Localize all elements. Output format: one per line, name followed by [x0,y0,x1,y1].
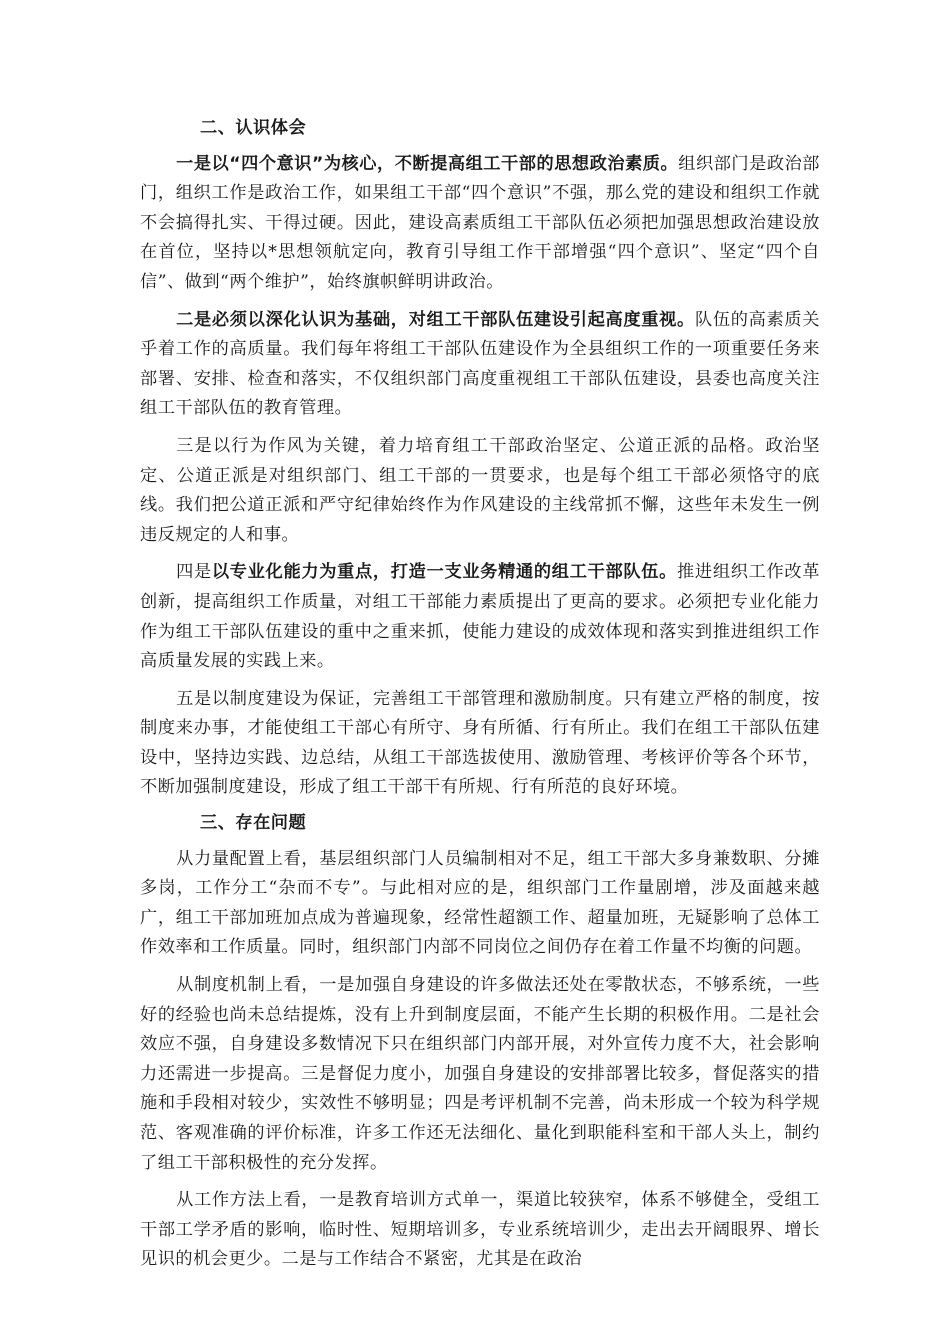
paragraph-3: 三是以行为作风为关键，着力培育组工干部政治坚定、公道正派的品格。政治坚定、公道正派是对组织部门、组工干部的一贯要求，也是每个组工干部必须恪守的底线。我们把公道正派和严守纪律始终作为作风建设的主线常抓不懈，这些年未发生一例违反规定的人和事。 [140,435,820,545]
paragraph-2 [140,306,820,424]
paragraph-5: 五是以制度建设为保证，完善组工干部管理和激励制度。只有建立严格的制度，按制度来办事，才能使组工干部心有所守、身有所循、行有所止。我们在组工干部队伍建设中，坚持边实践、边总结，从组工干部选拔使用、激励管理、考核评价等各个环节，不断加强制度建设，形成了组工干部干有所规、行有所范的良好环境。 [140,688,820,798]
paragraph-7: 从制度机制上看，一是加强自身建设的许多做法还处在零散状态，不够系统，一些好的经验也尚未总结提炼，没有上升到制度层面，不能产生长期的积极作用。二是社会效应不强，自身建设多数情况下只在组织部门内部开展，对外宣传力度不大，社会影响力还需进一步提高。三是督促力度小，加强自身建设的安排部署比较多，督促落实的措施和手段相对较少，实效性不够明显；四是考评机制不完善，尚未形成一个较为科学规范、客观准确的评价标准，许多工作还无法细化、量化到职能科室和干部人头上，制约了组工干部积极性的充分发挥。 [140,975,820,1173]
paragraph-2-body: 队伍的高素质关乎着工作的高质量。我们每年将组工干部队伍建设作为全县组织工作的一项重要任务来部署、安排、检查和落实，不仅组织部门高度重视组工干部队伍建设，县委也高度关注组工干部队伍的教育管理。 [140,309,820,419]
paragraph-1-body: 组织部门是政治部门，组织工作是政治工作，如果组工干部“四个意识”不强，那么党的建设和组织工作就不会搞得扎实、干得过硬。因此，建设高素质组工干部队伍必须把加强思想政治建设放在首位，坚持以*思想领航定向，教育引导组工作干部增强“四个意识”、坚定“四个自信”、做到“两个维护”，始终旗帜鲜明讲政治。 [140,153,820,292]
paragraph-2-lead: 二是必须以深化认识为基础，对组工干部队伍建设引起高度重视。 [176,309,695,330]
paragraph-1 [140,150,820,298]
document-page [140,114,820,1275]
paragraph-1-lead: 一是以“四个意识”为核心，不断提高组工干部的思想政治素质。 [176,153,679,174]
section-heading-problems: 三、存在问题 [200,813,307,834]
paragraph-4-lead: 以专业化能力为重点，打造一支业务精通的组工干部队伍。 [211,562,678,583]
paragraph-6: 从力量配置上看，基层组织部门人员编制相对不足，组工干部大多身兼数职、分摊多岗，工作分工“杂而不专”。与此相对应的是，组织部门工作量剧增，涉及面越来越广，组工干部加班加点成为普遍现象，经常性超额工作、超量加班，无疑影响了总体工作效率和工作质量。同时，组织部门内部不同岗位之间仍存在着工作量不均衡的问题。 [140,848,820,958]
paragraph-8: 从工作方法上看，一是教育培训方式单一，渠道比较狭窄，体系不够健全，受组工干部工学矛盾的影响，临时性、短期培训多，专业系统培训少，走出去开阔眼界、增长见识的机会更少。二是与工作结合不紧密，尤其是在政治 [140,1190,820,1270]
paragraph-4-body: 推进组织工作改革创新，提高组织工作质量，对组工干部能力素质提出了更高的要求。必须把专业化能力作为组工干部队伍建设的重中之重来抓，使能力建设的成效体现和落实到推进组织工作高质量发展的实践上来。 [140,562,820,672]
paragraph-4 [140,558,820,676]
section-heading-insights: 二、认识体会 [200,118,307,138]
paragraph-4-prefix: 四是 [176,562,212,583]
